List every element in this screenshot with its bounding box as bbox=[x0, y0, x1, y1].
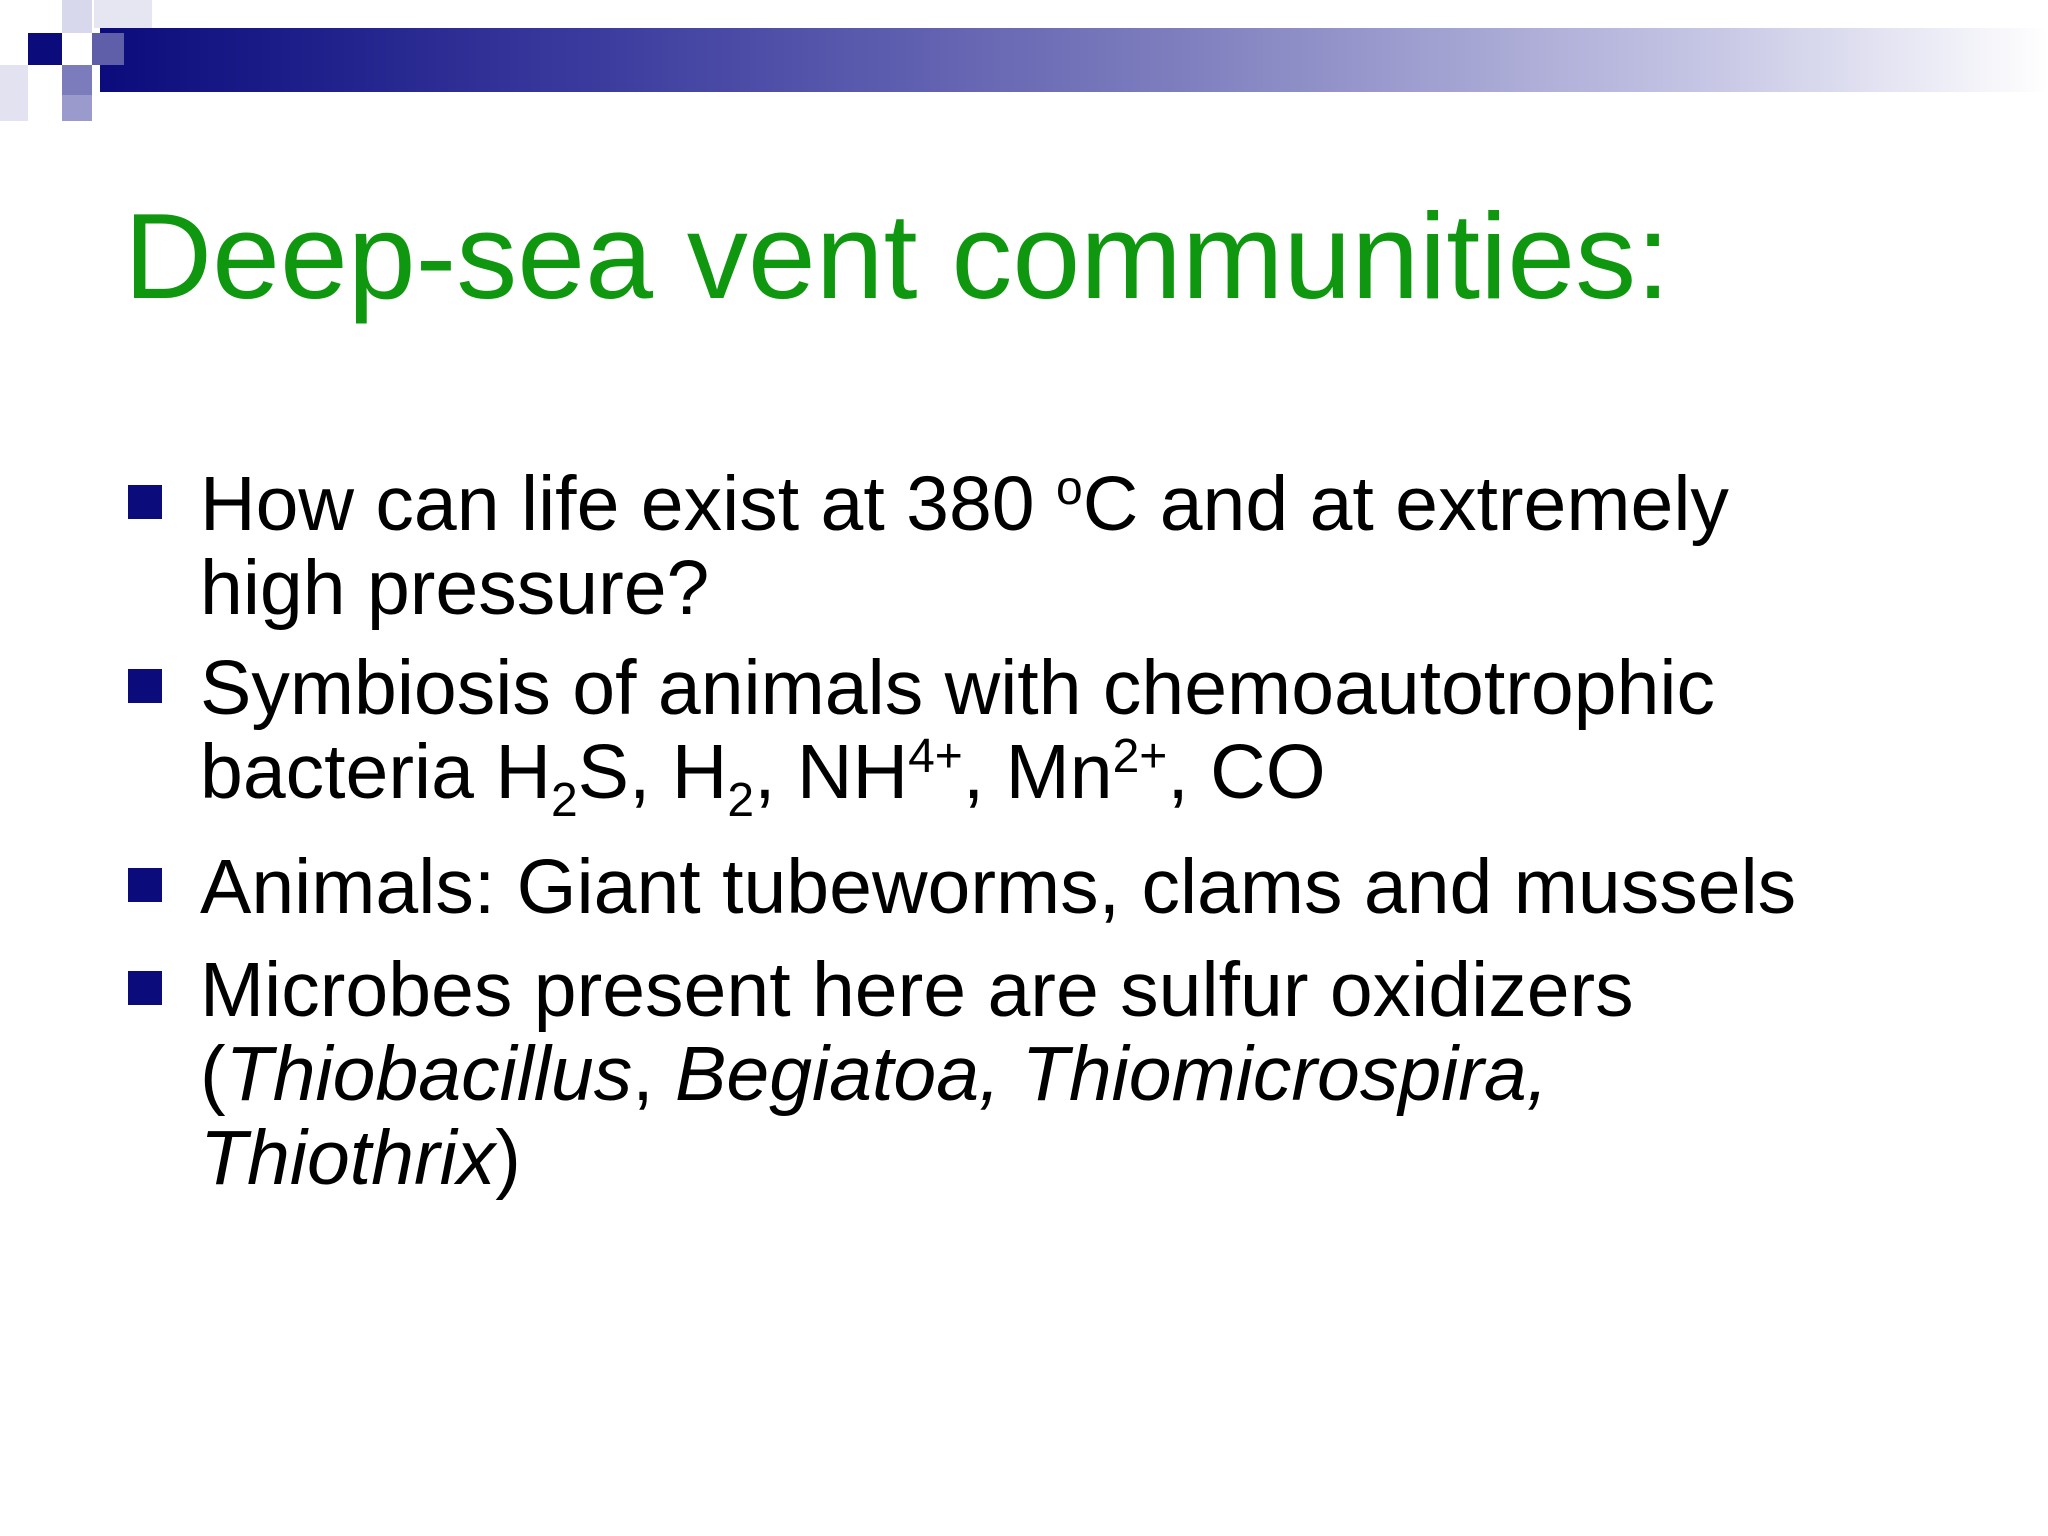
bullet-square-icon bbox=[128, 485, 162, 519]
decor-square bbox=[62, 65, 92, 95]
bullet-4-line-1: Microbes present here are sulfur oxidizers bbox=[200, 947, 1634, 1033]
bullet-square-icon bbox=[128, 971, 162, 1005]
bullet-text-3: Animals: Giant tubeworms, clams and mussels bbox=[200, 844, 1797, 930]
bullet-square-icon bbox=[128, 868, 162, 902]
bullet-2-line-1: Symbiosis of animals with chemoautotrophic bbox=[200, 645, 1715, 731]
bullet-text-2 bbox=[200, 645, 2000, 827]
header-gradient-bar bbox=[100, 28, 2048, 92]
bullet-square-icon bbox=[128, 669, 162, 703]
bullet-4-line-2: (Thiobacillus, Begiatoa, Thiomicrospira, bbox=[200, 1031, 1549, 1117]
slide-title: Deep-sea vent communities: bbox=[124, 188, 1671, 324]
decor-square bbox=[94, 0, 152, 28]
decor-square bbox=[28, 33, 62, 65]
decor-square bbox=[92, 33, 124, 65]
bullet-text-4 bbox=[200, 948, 2000, 1200]
bullet-text-1 bbox=[200, 462, 2000, 630]
bullet-2-line-2: bacteria $H_2S$, $H_2$, $NH^{4+}$, $Mn^{2+}$, CO bbox=[200, 729, 1326, 827]
decor-square bbox=[62, 95, 92, 121]
bullet-1-line-1: How can life exist at 380 $^o$C and at extremely bbox=[200, 461, 1729, 547]
bullet-4-line-3: Thiothrix) bbox=[200, 1115, 521, 1201]
decor-square bbox=[62, 0, 92, 33]
decor-square bbox=[0, 65, 28, 121]
bullet-1-line-2: high pressure? bbox=[200, 545, 710, 631]
